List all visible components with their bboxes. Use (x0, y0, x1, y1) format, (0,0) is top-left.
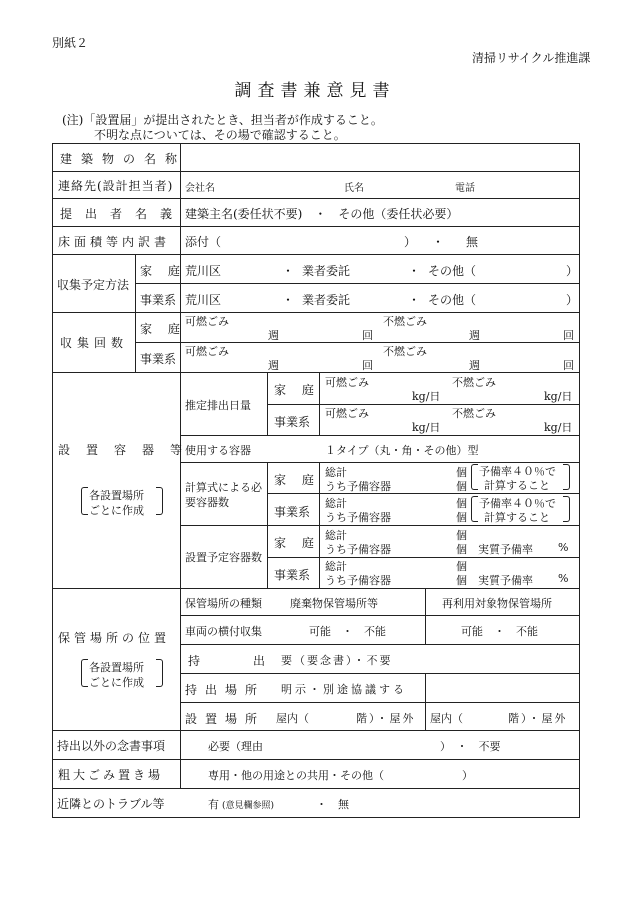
label-contact: 連絡先(設計担当者) (58, 179, 174, 193)
carry-place-value: 明示・別途協議する (281, 683, 407, 696)
storage-type-a: 廃棄物保管場所等 (290, 597, 378, 610)
label-trouble: 近隣とのトラブル等 (57, 797, 165, 811)
row-line (52, 312, 580, 313)
vehicle-label: 車両の横付収集 (185, 625, 262, 638)
label-floor-area: 床面積等内訳書 (58, 235, 171, 249)
storage-note-1: 各設置場所 (89, 661, 144, 674)
row-line (52, 730, 580, 731)
page-title: 調査書兼意見書 (234, 81, 396, 101)
row-line (52, 226, 580, 227)
install-place-label: 設置場所 (185, 712, 266, 726)
label-carry-notes: 持出以外の念書事項 (57, 739, 166, 753)
floor-area-none: 無 (466, 235, 479, 249)
row-line (52, 254, 580, 255)
carry-place-label: 持出場所 (185, 683, 266, 697)
label-collection-plan: 収集予定方法 (57, 278, 130, 292)
container-used-value: １タイプ（丸・角・その他）型 (325, 444, 479, 457)
equipment-note-2: ごとに作成 (89, 504, 144, 517)
contact-phone: 電話 (455, 183, 475, 194)
submitter-value: 建築主名(委任状不要) ・ その他（委任状必要） (185, 207, 459, 221)
trouble-none: ・ 無 (316, 798, 349, 811)
carry-notes-required: 必要（理由 (208, 740, 263, 753)
row-line (52, 759, 580, 760)
bulky-value: 専用・他の用途との共用・その他（ (208, 769, 384, 782)
label-submitter: 提出者名義 (60, 207, 186, 221)
note-line-2: 不明な点については、その場で確認すること。 (94, 128, 346, 142)
carry-notes-not-required: ） ・ 不要 (440, 740, 501, 753)
contact-company: 会社名 (185, 183, 215, 194)
storage-note-2: ごとに作成 (89, 676, 144, 689)
storage-type-label: 保管場所の種類 (185, 597, 262, 610)
label-storage: 保管場所の位置 (58, 631, 171, 645)
container-used-label: 使用する容器 (185, 444, 251, 457)
row-line (52, 171, 580, 172)
row-line (52, 198, 580, 199)
trouble-yes: 有 (208, 798, 219, 811)
department-label: 清掃リサイクル推進課 (472, 51, 591, 65)
label-bulky: 粗大ごみ置き場 (58, 768, 164, 782)
row-line (52, 588, 580, 589)
planned-count-label: 設置予定容器数 (185, 551, 262, 564)
floor-area-attached: 添付（ (185, 235, 222, 249)
label-building-name: 建築物の名称 (60, 152, 187, 166)
note-line-1: (注)「設置届」が提出されたとき、担当者が作成すること。 (62, 113, 383, 127)
contact-name: 氏名 (344, 183, 364, 194)
equipment-note-1: 各設置場所 (89, 489, 144, 502)
row-line (52, 788, 580, 789)
attachment-label: 別紙２ (52, 36, 89, 50)
storage-type-b: 再利用対象物保管場所 (442, 597, 552, 610)
trouble-ref: (意見欄参照) (222, 801, 275, 811)
label-equipment: 設置容器等 (58, 443, 199, 457)
row-line (52, 372, 580, 373)
estimated-daily-label: 推定排出日量 (185, 399, 251, 412)
carry-value: 要（要念書）・不要 (281, 654, 393, 667)
label-collection-count: 収集回数 (60, 336, 129, 350)
